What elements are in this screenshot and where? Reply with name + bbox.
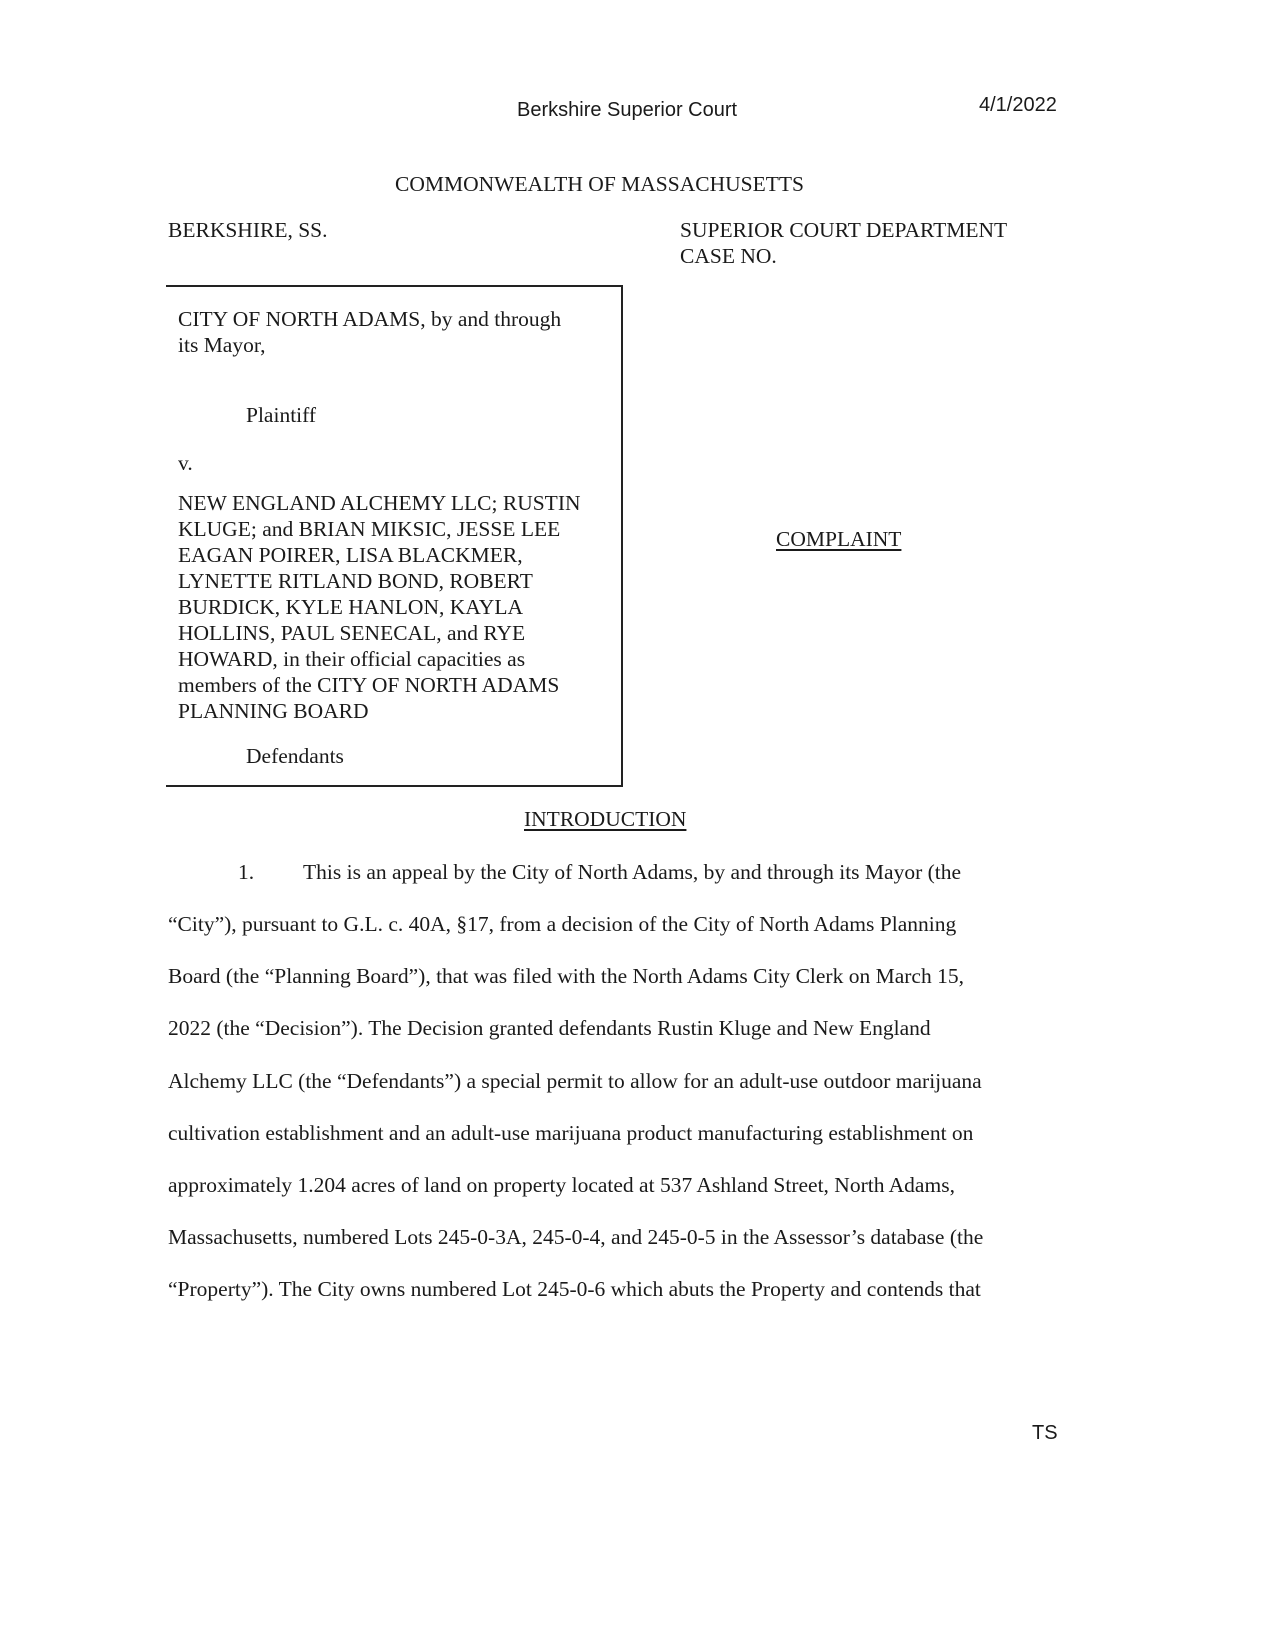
introduction-heading: INTRODUCTION [524,807,687,831]
defendant-line: HOLLINS, PAUL SENECAL, and RYE [178,621,526,645]
paragraph-line: Massachusetts, numbered Lots 245-0-3A, 245-0-4, and 245-0-5 in the Assessor’s database (the [168,1225,984,1249]
paragraph-line: This is an appeal by the City of North Adams, by and through its Mayor (the [303,860,962,884]
defendant-line: NEW ENGLAND ALCHEMY LLC; RUSTIN [178,491,581,515]
caption-box-right [621,285,623,787]
plaintiff-line: its Mayor, [178,333,266,357]
defendant-line: LYNETTE RITLAND BOND, ROBERT [178,569,533,593]
paragraph-line: cultivation establishment and an adult-use marijuana product manufacturing establishment on [168,1121,974,1145]
paragraph-line: “Property”). The City owns numbered Lot 245-0-6 which abuts the Property and contends that [168,1277,981,1301]
defendant-line: HOWARD, in their official capacities as [178,647,526,671]
plaintiff-label: Plaintiff [246,403,317,427]
department: SUPERIOR COURT DEPARTMENT [680,218,1008,242]
paragraph-number: 1. [238,860,255,884]
defendant-line: EAGAN POIRER, LISA BLACKMER, [178,543,523,567]
document-title: COMPLAINT [776,527,902,551]
filing-date: 4/1/2022 [979,94,1057,116]
defendant-line: PLANNING BOARD [178,699,369,723]
court-stamp: Berkshire Superior Court [517,99,738,121]
paragraph-line: approximately 1.204 acres of land on property located at 537 Ashland Street, North Adams, [168,1173,955,1197]
paragraph-line: Board (the “Planning Board”), that was filed with the North Adams City Clerk on March 15, [168,964,964,988]
commonwealth-heading: COMMONWEALTH OF MASSACHUSETTS [395,172,804,196]
defendant-line: KLUGE; and BRIAN MIKSIC, JESSE LEE [178,517,561,541]
initials: TS [1032,1422,1058,1444]
versus: v. [178,451,193,475]
paragraph-line: Alchemy LLC (the “Defendants”) a special permit to allow for an adult-use outdoor marijuana [168,1069,982,1093]
caption-box-bottom [166,785,623,787]
county: BERKSHIRE, SS. [168,218,328,242]
case-number: CASE NO. [680,244,777,268]
paragraph-line: 2022 (the “Decision”). The Decision granted defendants Rustin Kluge and New England [168,1016,931,1040]
paragraph-line: “City”), pursuant to G.L. c. 40A, §17, from a decision of the City of North Adams Planning [168,912,957,936]
plaintiff-line: CITY OF NORTH ADAMS, by and through [178,307,562,331]
defendant-line: BURDICK, KYLE HANLON, KAYLA [178,595,523,619]
defendant-line: members of the CITY OF NORTH ADAMS [178,673,560,697]
defendant-label: Defendants [246,744,344,768]
caption-box-top [166,285,623,287]
